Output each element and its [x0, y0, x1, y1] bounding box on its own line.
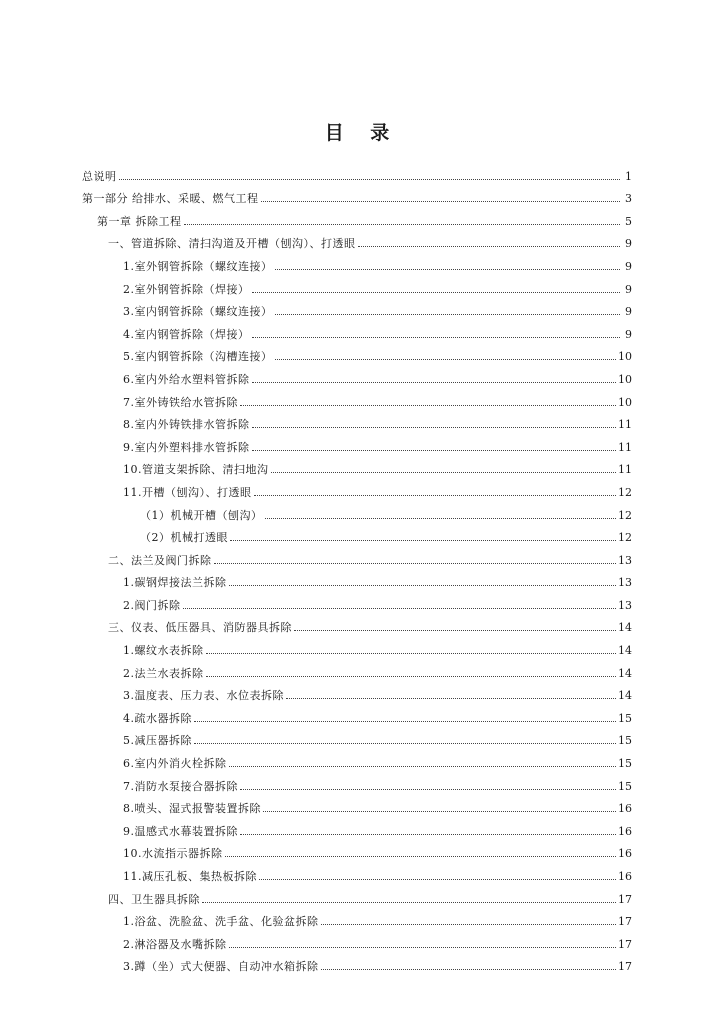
toc-entry-label: 5.减压器拆除: [123, 734, 192, 748]
toc-entry-label: 第一部分 给排水、采暖、燃气工程: [82, 192, 259, 206]
toc-entry-label: 四、卫生器具拆除: [108, 892, 200, 906]
toc-entry: [82, 296, 632, 319]
toc-entry: [82, 589, 632, 612]
toc-entry-page-number: 16: [618, 802, 632, 816]
toc-entry: [82, 634, 632, 657]
toc-entry-label: 2.法兰水表拆除: [123, 666, 204, 680]
toc-entry-page-number: 11: [618, 463, 632, 477]
toc-entry: [82, 951, 632, 974]
toc-entry-label: 3.室内钢管拆除（螺纹连接）: [123, 305, 273, 319]
toc-entry: [82, 476, 632, 499]
toc-entry-page-number: 17: [618, 960, 632, 974]
toc-entry-page-number: 14: [618, 644, 632, 658]
dot-leader: [240, 789, 616, 790]
toc-entry-label: 7.室外铸铁给水管拆除: [123, 395, 238, 409]
toc-entry: [82, 409, 632, 432]
toc-entry-page-number: 15: [618, 734, 632, 748]
toc-entry: [82, 725, 632, 748]
toc-entry-label: 2.阀门拆除: [123, 598, 181, 612]
toc-entry: [82, 793, 632, 816]
dot-leader: [240, 405, 616, 406]
toc-entry: [82, 815, 632, 838]
dot-leader: [229, 947, 617, 948]
toc-entry: [82, 928, 632, 951]
toc-entry: [82, 567, 632, 590]
dot-leader: [271, 472, 617, 473]
toc-entry-page-number: 9: [625, 282, 632, 296]
toc-entry-label: 6.室内外给水塑料管拆除: [123, 372, 250, 386]
dot-leader: [275, 359, 617, 360]
dot-leader: [225, 856, 617, 857]
toc-entry-page-number: 16: [618, 870, 632, 883]
toc-entry-page-number: 11: [618, 440, 632, 454]
toc-entry-label: 10.水流指示器拆除: [123, 847, 223, 861]
toc-entry-page-number: 3: [625, 192, 632, 206]
toc-entry-label: 8.室内外铸铁排水管拆除: [123, 418, 250, 432]
dot-leader: [214, 563, 617, 564]
toc-entry: [82, 702, 632, 725]
toc-entry-page-number: 16: [618, 824, 632, 838]
toc-entry-label: 3.蹲（坐）式大便器、自动冲水箱拆除: [123, 960, 319, 974]
dot-leader: [261, 201, 621, 202]
page-title: 目 录: [324, 122, 400, 144]
toc-entry: [82, 250, 632, 273]
dot-leader: [202, 902, 616, 903]
toc-entry-label: 9.室内外塑料排水管拆除: [123, 440, 250, 454]
dot-leader: [259, 879, 616, 880]
toc-entry-label: 一、管道拆除、清扫沟道及开槽（刨沟）、打透眼: [108, 237, 356, 251]
toc-entry-page-number: 15: [618, 779, 632, 793]
dot-leader: [252, 382, 617, 383]
toc-entry-label: 3.温度表、压力表、水位表拆除: [123, 689, 284, 703]
toc-entry: [82, 499, 632, 522]
dot-leader: [229, 766, 617, 767]
dot-leader: [358, 246, 621, 247]
toc-entry-label: 7.消防水泵接合器拆除: [123, 779, 238, 793]
toc-entry-page-number: 16: [618, 847, 632, 861]
toc-entry-page-number: 10: [618, 395, 632, 409]
toc-entry-page-number: 12: [618, 508, 632, 522]
toc-entry-label: 6.室内外消火栓拆除: [123, 757, 227, 771]
toc-entry: [82, 860, 632, 883]
toc-entry-label: 1.螺纹水表拆除: [123, 644, 204, 658]
toc-entry: [82, 680, 632, 703]
dot-leader: [263, 811, 616, 812]
toc-entry-page-number: 13: [618, 553, 632, 567]
toc-entry-page-number: 5: [625, 214, 632, 228]
toc-entry-label: （2）机械打透眼: [140, 531, 228, 545]
dot-leader: [254, 495, 617, 496]
toc-entry-label: 8.喷头、湿式报警装置拆除: [123, 802, 261, 816]
toc-entry: [82, 228, 632, 251]
toc-entry-label: 1.碳钢焊接法兰拆除: [123, 576, 227, 590]
dot-leader: [240, 834, 616, 835]
toc-entry-page-number: 15: [618, 711, 632, 725]
dot-leader: [183, 608, 617, 609]
toc-entry: [82, 363, 632, 386]
dot-leader: [229, 585, 617, 586]
toc-entry: [82, 183, 632, 206]
toc-entry-page-number: 17: [618, 937, 632, 951]
toc-entry: [82, 318, 632, 341]
toc-entry-label: 11.开槽（刨沟）、打透眼: [123, 485, 252, 499]
dot-leader: [184, 224, 621, 225]
toc-entry: [82, 657, 632, 680]
toc-entry: [82, 544, 632, 567]
dot-leader: [252, 337, 621, 338]
toc-entry-label: 1.室外钢管拆除（螺纹连接）: [123, 259, 273, 273]
toc-entry-page-number: 17: [618, 892, 632, 906]
dot-leader: [275, 314, 621, 315]
toc-entry-page-number: 13: [618, 598, 632, 612]
toc-entry: [82, 454, 632, 477]
dot-leader: [321, 969, 617, 970]
toc-entry: [82, 838, 632, 861]
toc-entry: [82, 386, 632, 409]
toc-entry: [82, 273, 632, 296]
toc-entry-page-number: 9: [625, 305, 632, 319]
toc-entry: [82, 431, 632, 454]
toc-entry: [82, 747, 632, 770]
toc-entry-page-number: 12: [618, 531, 632, 545]
toc-entry: [82, 160, 632, 183]
toc-entry-label: 总说明: [82, 169, 117, 183]
toc-entry: [82, 906, 632, 929]
toc-entry-label: 5.室内钢管拆除（沟槽连接）: [123, 350, 273, 364]
dot-leader: [230, 540, 616, 541]
toc-entry-label: 1.浴盆、洗脸盆、洗手盆、化验盆拆除: [123, 915, 319, 929]
toc-entry-label: 二、法兰及阀门拆除: [108, 553, 212, 567]
toc-entry: [82, 883, 632, 906]
dot-leader: [286, 698, 616, 699]
dot-leader: [194, 721, 616, 722]
toc-entry-label: （1）机械开槽（刨沟）: [140, 508, 263, 522]
toc-entry: [82, 612, 632, 635]
toc-entry-label: 三、仪表、低压器具、消防器具拆除: [108, 621, 292, 635]
toc-entry-page-number: 12: [618, 485, 632, 499]
toc-entry-page-number: 9: [625, 259, 632, 273]
toc-entry-page-number: 17: [618, 915, 632, 929]
toc-entry: [82, 522, 632, 545]
toc-entry-label: 11.减压孔板、集热板拆除: [123, 870, 257, 883]
toc-entry-page-number: 15: [618, 757, 632, 771]
toc-entry-page-number: 14: [618, 689, 632, 703]
toc-entry-label: 4.室内钢管拆除（焊接）: [123, 327, 250, 341]
toc-entry-page-number: 9: [625, 327, 632, 341]
dot-leader: [119, 179, 621, 180]
dot-leader: [206, 676, 617, 677]
toc-entry-page-number: 13: [618, 576, 632, 590]
toc-entry-label: 4.疏水器拆除: [123, 711, 192, 725]
dot-leader: [265, 518, 617, 519]
toc-entry-label: 第一章 拆除工程: [97, 214, 182, 228]
dot-leader: [252, 450, 617, 451]
toc-entry: [82, 341, 632, 364]
toc-entry-page-number: 14: [618, 621, 632, 635]
dot-leader: [194, 743, 616, 744]
toc-entry-label: 2.淋浴器及水嘴拆除: [123, 937, 227, 951]
dot-leader: [252, 292, 621, 293]
toc-entry-page-number: 1: [625, 169, 632, 183]
toc-entry-page-number: 14: [618, 666, 632, 680]
toc-entry-label: 10.管道支架拆除、清扫地沟: [123, 463, 269, 477]
toc-entry: [82, 770, 632, 793]
dot-leader: [252, 427, 617, 428]
toc-entry-page-number: 11: [618, 418, 632, 432]
dot-leader: [275, 269, 621, 270]
toc-entry-page-number: 10: [618, 350, 632, 364]
dot-leader: [294, 630, 616, 631]
dot-leader: [206, 653, 617, 654]
dot-leader: [321, 924, 617, 925]
toc-entry-page-number: 9: [625, 237, 632, 251]
toc-entry-label: 2.室外钢管拆除（焊接）: [123, 282, 250, 296]
table-of-contents: [82, 160, 632, 973]
toc-entry-label: 9.温感式水幕装置拆除: [123, 824, 238, 838]
toc-entry-page-number: 10: [618, 372, 632, 386]
toc-entry: [82, 205, 632, 228]
